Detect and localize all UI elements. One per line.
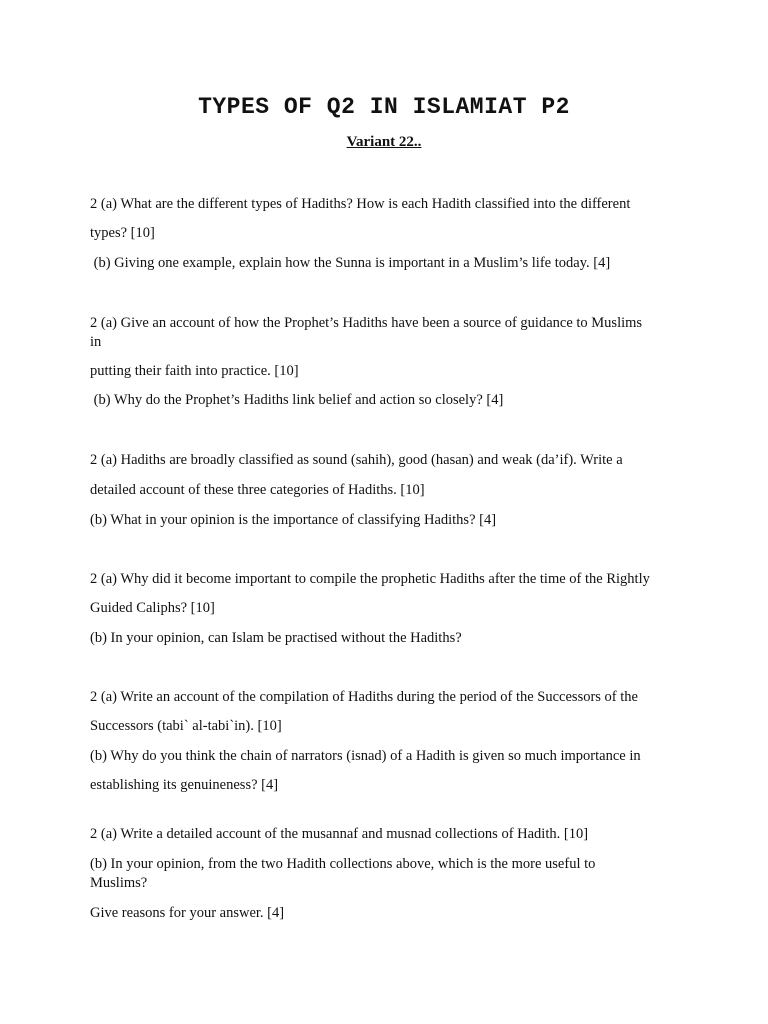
- question-1-line-2: types? [10]: [90, 225, 155, 241]
- question-6-line-1: 2 (a) Write a detailed account of the musannaf and musnad collections of Hadith. [10]: [90, 826, 589, 842]
- question-6-line-3: Muslims?: [90, 875, 148, 891]
- question-3-line-3: (b) What in your opinion is the importance of classifying Hadiths? [4]: [90, 512, 497, 528]
- variant-subtitle: Variant 22..: [346, 134, 422, 150]
- question-2-line-2: in: [90, 334, 102, 350]
- question-1-line-1: 2 (a) What are the different types of Hadiths? How is each Hadith classified into the different: [90, 196, 631, 212]
- question-2-line-4: (b) Why do the Prophet’s Hadiths link belief and action so closely? [4]: [90, 392, 504, 408]
- question-4-line-2: Guided Caliphs? [10]: [90, 600, 215, 616]
- question-6-line-2: (b) In your opinion, from the two Hadith collections above, which is the more useful to: [90, 856, 596, 872]
- question-5-line-2: Successors (tabi` al-tabi`in). [10]: [90, 718, 282, 734]
- question-3-line-1: 2 (a) Hadiths are broadly classified as sound (sahih), good (hasan) and weak (da’if). Write a: [90, 452, 623, 468]
- question-4-line-3: (b) In your opinion, can Islam be practised without the Hadiths?: [90, 630, 462, 646]
- question-5-line-1: 2 (a) Write an account of the compilation of Hadiths during the period of the Successors of the: [90, 689, 638, 705]
- page-title: TYPES OF Q2 IN ISLAMIAT P2: [198, 94, 570, 120]
- question-2-line-3: putting their faith into practice. [10]: [90, 363, 299, 379]
- question-1-line-3: (b) Giving one example, explain how the Sunna is important in a Muslim’s life today. [4]: [90, 255, 611, 271]
- question-6-line-4: Give reasons for your answer. [4]: [90, 905, 285, 921]
- question-2-line-1: 2 (a) Give an account of how the Prophet’s Hadiths have been a source of guidance to Muslims: [90, 315, 643, 331]
- question-4-line-1: 2 (a) Why did it become important to compile the prophetic Hadiths after the time of the Rightly: [90, 571, 650, 587]
- question-3-line-2: detailed account of these three categories of Hadiths. [10]: [90, 482, 425, 498]
- question-5-line-4: establishing its genuineness? [4]: [90, 777, 279, 793]
- question-5-line-3: (b) Why do you think the chain of narrators (isnad) of a Hadith is given so much importance in: [90, 748, 641, 764]
